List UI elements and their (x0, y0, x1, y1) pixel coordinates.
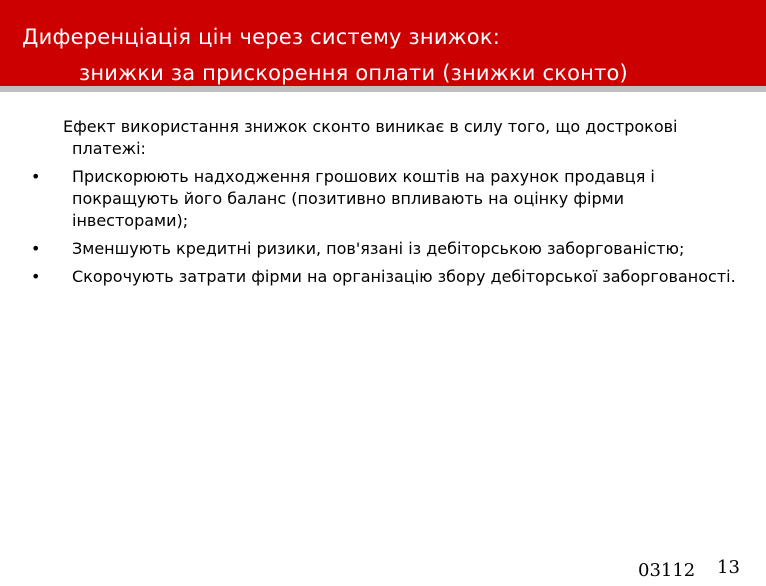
title-divider (0, 86, 766, 92)
bullet-marker: • (31, 239, 41, 258)
page-number: 13 (717, 557, 740, 578)
bullet-marker: • (31, 167, 41, 186)
bullet-text: Прискорюють надходження грошових коштів на рахунок продавця і покращують його баланс (позитивно впливають на оцінку фірми інвесторами); (72, 167, 655, 230)
bullet-item (28, 238, 738, 260)
bullet-marker: • (31, 267, 41, 286)
footer-code: 03112 (638, 560, 696, 581)
bullet-text: Зменшують кредитні ризики, пов'язані із дебіторською заборгованістю; (72, 239, 685, 258)
bullet-item (28, 266, 738, 288)
slide-title-line-2: знижки за прискорення оплати (знижки сконто) (79, 61, 628, 85)
intro-paragraph: Ефект використання знижок сконто виникає в силу того, що дострокові платежі: (63, 117, 678, 158)
slide-title-line-1: Диференціація цін через систему знижок: (22, 25, 501, 49)
title-bar (0, 0, 766, 86)
bullet-text: Скорочують затрати фірми на організацію збору дебіторської заборгованості. (72, 267, 736, 286)
slide-body (28, 116, 738, 294)
bullet-item (28, 166, 738, 232)
